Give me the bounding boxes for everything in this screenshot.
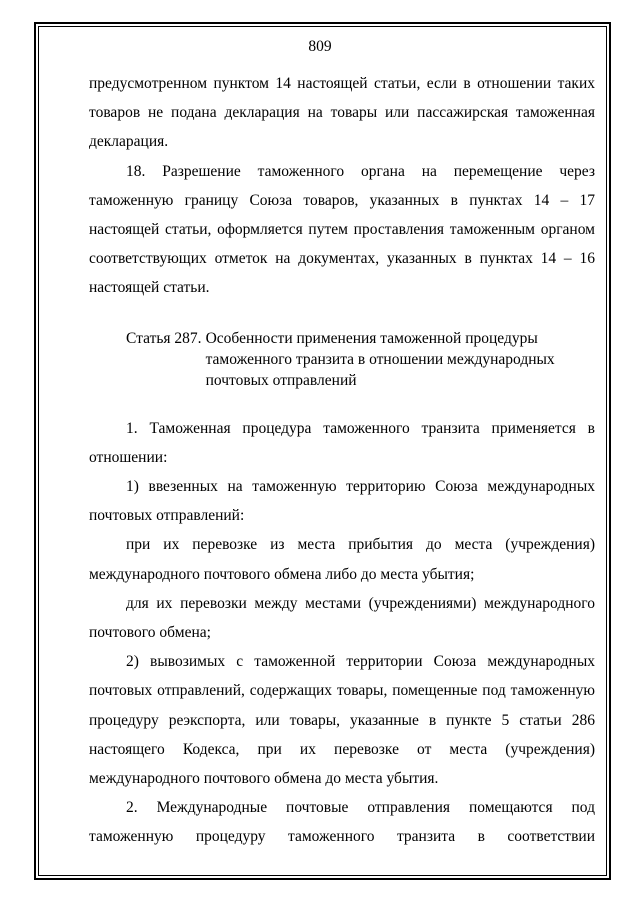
article-number: Статья 287. bbox=[126, 329, 202, 347]
article-title-line: таможенного транзита в отношении международных bbox=[205, 350, 555, 368]
paragraph-continuation: предусмотренном пунктом 14 настоящей статьи, если в отношении таких товаров не подана декларация на товары или пассажирская таможенная декларация. bbox=[89, 75, 595, 151]
paragraph-subitem-2: 2) вывозимых с таможенной территории Союза международных почтовых отправлений, содержащих товары, помещенные под таможенную процедуру реэкспорта, или товары, указанные в пункте 5 статьи 286 настоящего Кодекса, при их перевозке от места (учреждения) международного почтового обмена до места убытия. bbox=[89, 653, 595, 788]
paragraph-subitem-1: 1) ввезенных на таможенную территорию Союза международных почтовых отправлений: bbox=[89, 478, 595, 525]
page-number: 809 bbox=[308, 38, 332, 55]
paragraph-item-2: 2. Международные почтовые отправления помещаются под таможенную процедуру таможенного транзита в соответствии bbox=[89, 799, 595, 846]
document-body bbox=[89, 69, 595, 852]
article-heading bbox=[89, 328, 595, 391]
paragraph-item-18: 18. Разрешение таможенного органа на перемещение через таможенную границу Союза товаров, указанных в пунктах 14 – 17 настоящей статьи, оформляется путем проставления таможенным органом соответствующих отметок на документах, указанных в пунктах 14 – 16 настоящей статьи. bbox=[89, 162, 595, 297]
paragraph-subitem-1-case-a: при их перевозке из места прибытия до места (учреждения) международного почтового обмена либо до места убытия; bbox=[89, 536, 595, 583]
article-title-line: почтовых отправлений bbox=[205, 371, 357, 389]
paragraph-subitem-1-case-b: для их перевозки между местами (учреждениями) международного почтового обмена; bbox=[89, 594, 595, 642]
article-title bbox=[202, 328, 595, 391]
paragraph-item-1: 1. Таможенная процедура таможенного транзита применяется в отношении: bbox=[89, 419, 595, 466]
article-title-line: Особенности применения таможенной процедуры bbox=[205, 329, 538, 347]
